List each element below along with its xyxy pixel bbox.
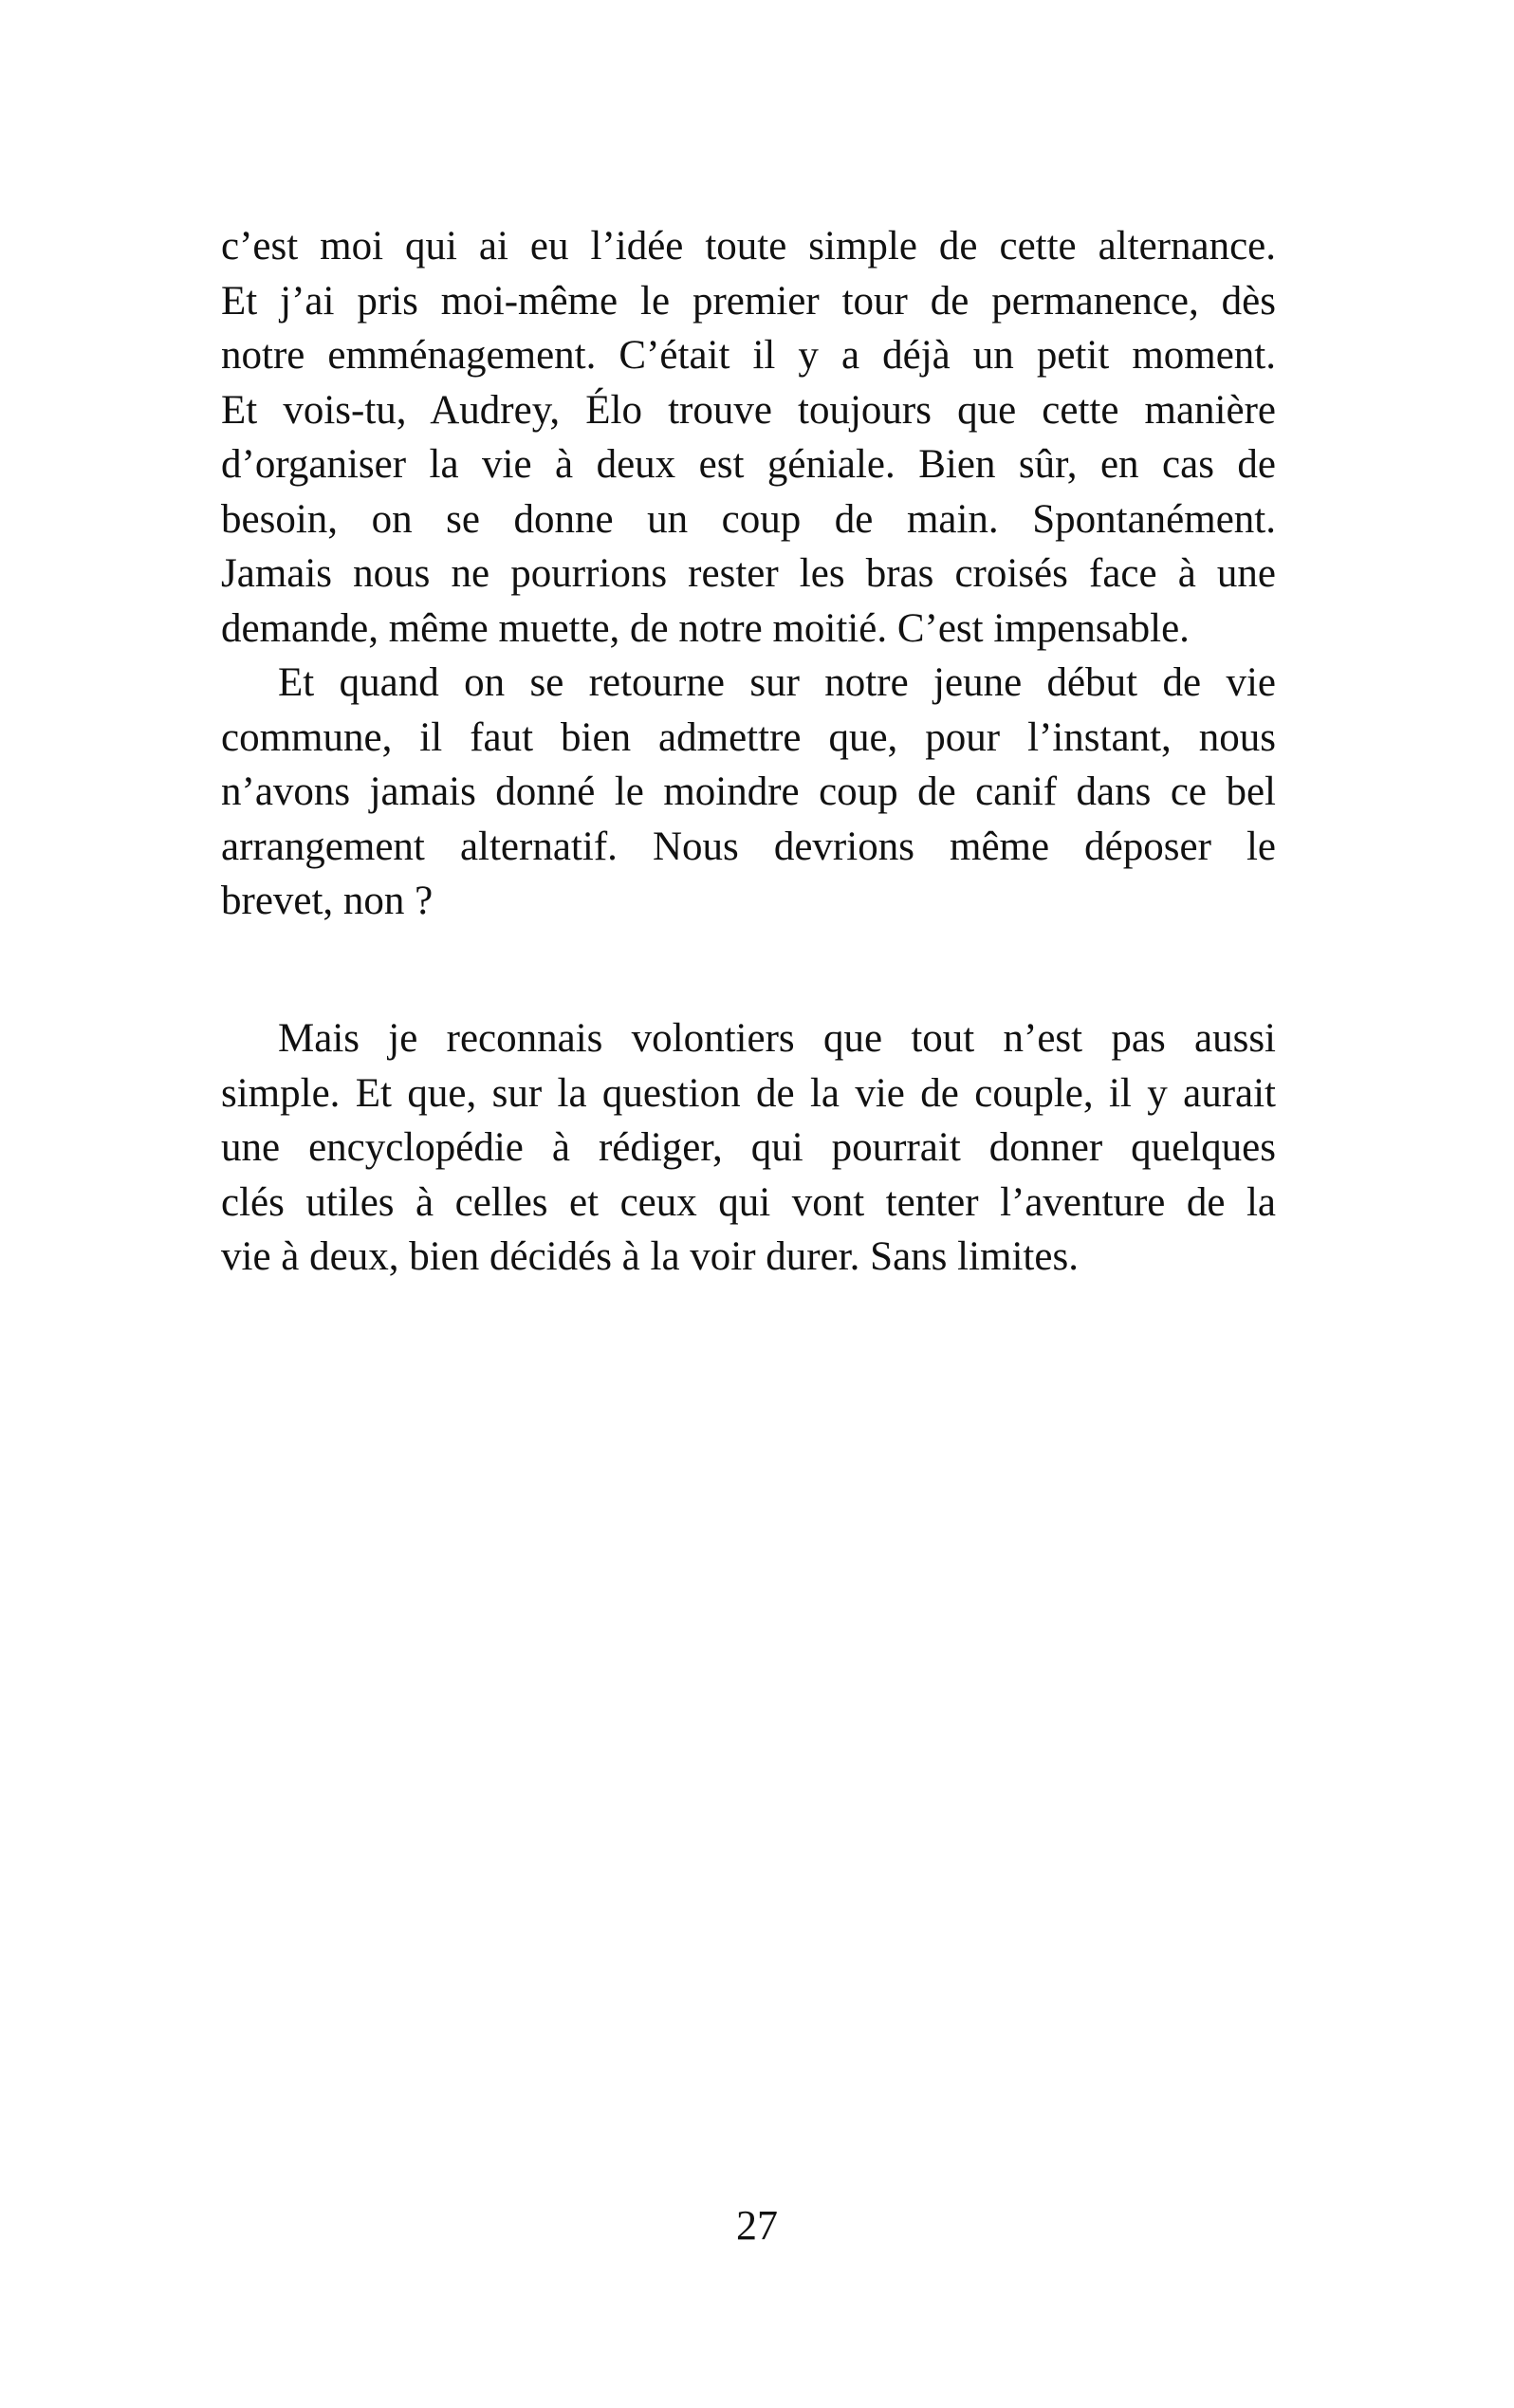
text-line: c’est moi qui ai eu l’idée toute simple de cette alternance. — [221, 224, 1276, 269]
text-line: Et vois-tu, Audrey, Élo trouve toujours que cette manière — [221, 387, 1276, 433]
page-number: 27 — [736, 2202, 778, 2249]
text-line: Jamais nous ne pourrions rester les bras croisés face à une — [221, 551, 1276, 596]
paragraph-continued — [221, 219, 1276, 656]
text-line: d’organiser la vie à deux est géniale. Bien sûr, en cas de — [221, 442, 1276, 487]
text-block-1 — [221, 219, 1276, 929]
text-block-2 — [221, 1011, 1276, 1285]
paragraph — [221, 656, 1276, 929]
text-line: Mais je reconnais volontiers que tout n’est pas aussi — [278, 1016, 1276, 1061]
text-line: simple. Et que, sur la question de la vie de couple, il y aurait — [221, 1070, 1276, 1116]
text-line: notre emménagement. C’était il y a déjà un petit moment. — [221, 333, 1276, 378]
paragraph — [221, 1011, 1276, 1285]
text-line: clés utiles à celles et ceux qui vont tenter l’aventure de la — [221, 1179, 1276, 1225]
text-line: brevet, non ? — [221, 879, 434, 923]
text-line: commune, il faut bien admettre que, pour l’instant, nous — [221, 714, 1276, 760]
text-line: vie à deux, bien décidés à la voir durer. Sans limites. — [221, 1234, 1079, 1279]
text-line: n’avons jamais donné le moindre coup de canif dans ce bel — [221, 769, 1276, 814]
text-line: une encyclopédie à rédiger, qui pourrait donner quelques — [221, 1125, 1276, 1170]
text-line: besoin, on se donne un coup de main. Spontanément. — [221, 496, 1276, 542]
text-line: Et quand on se retourne sur notre jeune début de vie — [278, 660, 1276, 705]
text-line: demande, même muette, de notre moitié. C’est impensable. — [221, 605, 1190, 651]
text-line: arrangement alternatif. Nous devrions même déposer le — [221, 824, 1276, 869]
text-line: Et j’ai pris moi-même le premier tour de permanence, dès — [221, 278, 1276, 324]
